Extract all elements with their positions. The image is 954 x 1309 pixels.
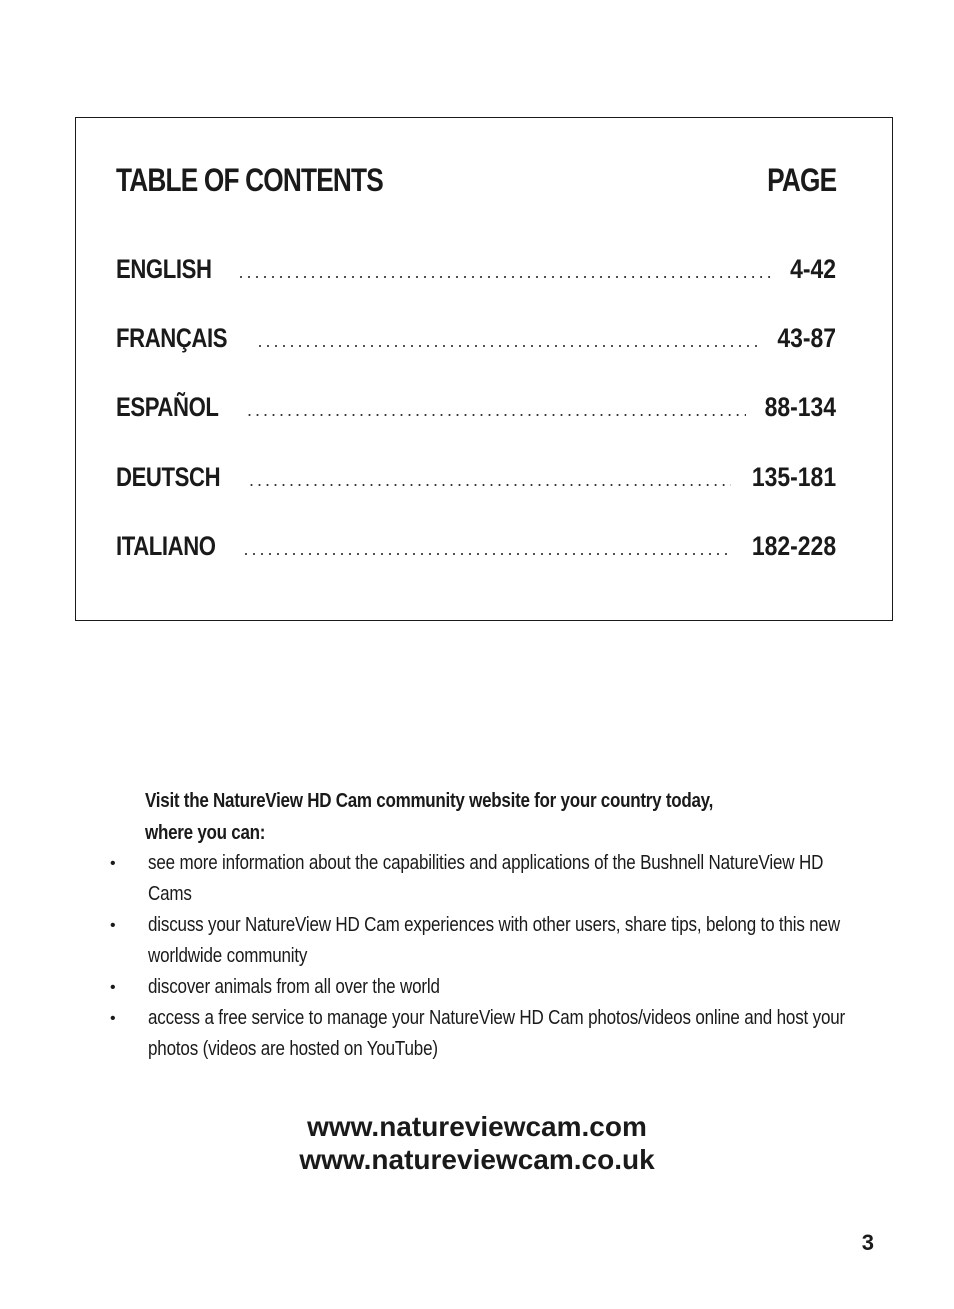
toc-entry-label: DEUTSCH [116, 462, 221, 492]
list-item [108, 1003, 898, 1065]
list-item-text: discuss your NatureView HD Cam experiences with other users, share tips, belong to this new worldwide community [148, 914, 840, 967]
toc-entry-espanol [116, 392, 836, 426]
toc-entry-english [116, 254, 836, 288]
toc-entry-label: ESPAÑOL [116, 392, 219, 422]
community-intro-line: where you can: [145, 822, 266, 844]
toc-title: TABLE OF CONTENTS [116, 162, 383, 198]
toc-entry-pages: 182-228 [751, 531, 836, 561]
toc-entry-label: FRANÇAIS [116, 323, 228, 353]
toc-entry-francais [116, 323, 836, 357]
community-benefits-list [108, 848, 898, 1065]
list-item [108, 972, 898, 1003]
list-item [108, 848, 898, 910]
toc-header [116, 162, 836, 199]
community-intro-line: Visit the NatureView HD Cam community website for your country today, [145, 790, 714, 812]
toc-entry-italiano [116, 531, 836, 565]
list-item-text: discover animals from all over the world [148, 976, 440, 998]
website-urls [0, 1110, 954, 1176]
toc-entry-pages: 4-42 [790, 254, 836, 284]
website-url-com[interactable]: www.natureviewcam.com [307, 1111, 647, 1142]
bullet-icon: • [110, 917, 116, 934]
community-intro [145, 785, 740, 849]
page-number: 3 [861, 1230, 874, 1255]
list-item-text: see more information about the capabilities and applications of the Bushnell NatureView HD Cams [148, 852, 824, 905]
dot-leader [243, 539, 730, 560]
toc-entry-label: ENGLISH [116, 254, 212, 284]
bullet-icon: • [110, 979, 116, 996]
website-url-co-uk[interactable]: www.natureviewcam.co.uk [299, 1144, 655, 1175]
toc-entry-pages: 135-181 [751, 462, 836, 492]
toc-page-heading: PAGE [766, 162, 836, 198]
table-of-contents-box [75, 117, 893, 621]
list-item [108, 910, 898, 972]
dot-leader [239, 262, 776, 283]
list-item-text: access a free service to manage your NatureView HD Cam photos/videos online and host your photos (videos are hosted on YouTube) [148, 1007, 846, 1060]
toc-entry-label: ITALIANO [116, 531, 216, 561]
dot-leader [247, 400, 746, 421]
dot-leader [258, 331, 761, 352]
bullet-icon: • [110, 1010, 116, 1027]
toc-entry-pages: 88-134 [764, 392, 836, 422]
toc-entry-deutsch [116, 462, 836, 496]
dot-leader [249, 470, 731, 491]
toc-entry-pages: 43-87 [777, 323, 836, 353]
bullet-icon: • [110, 855, 116, 872]
